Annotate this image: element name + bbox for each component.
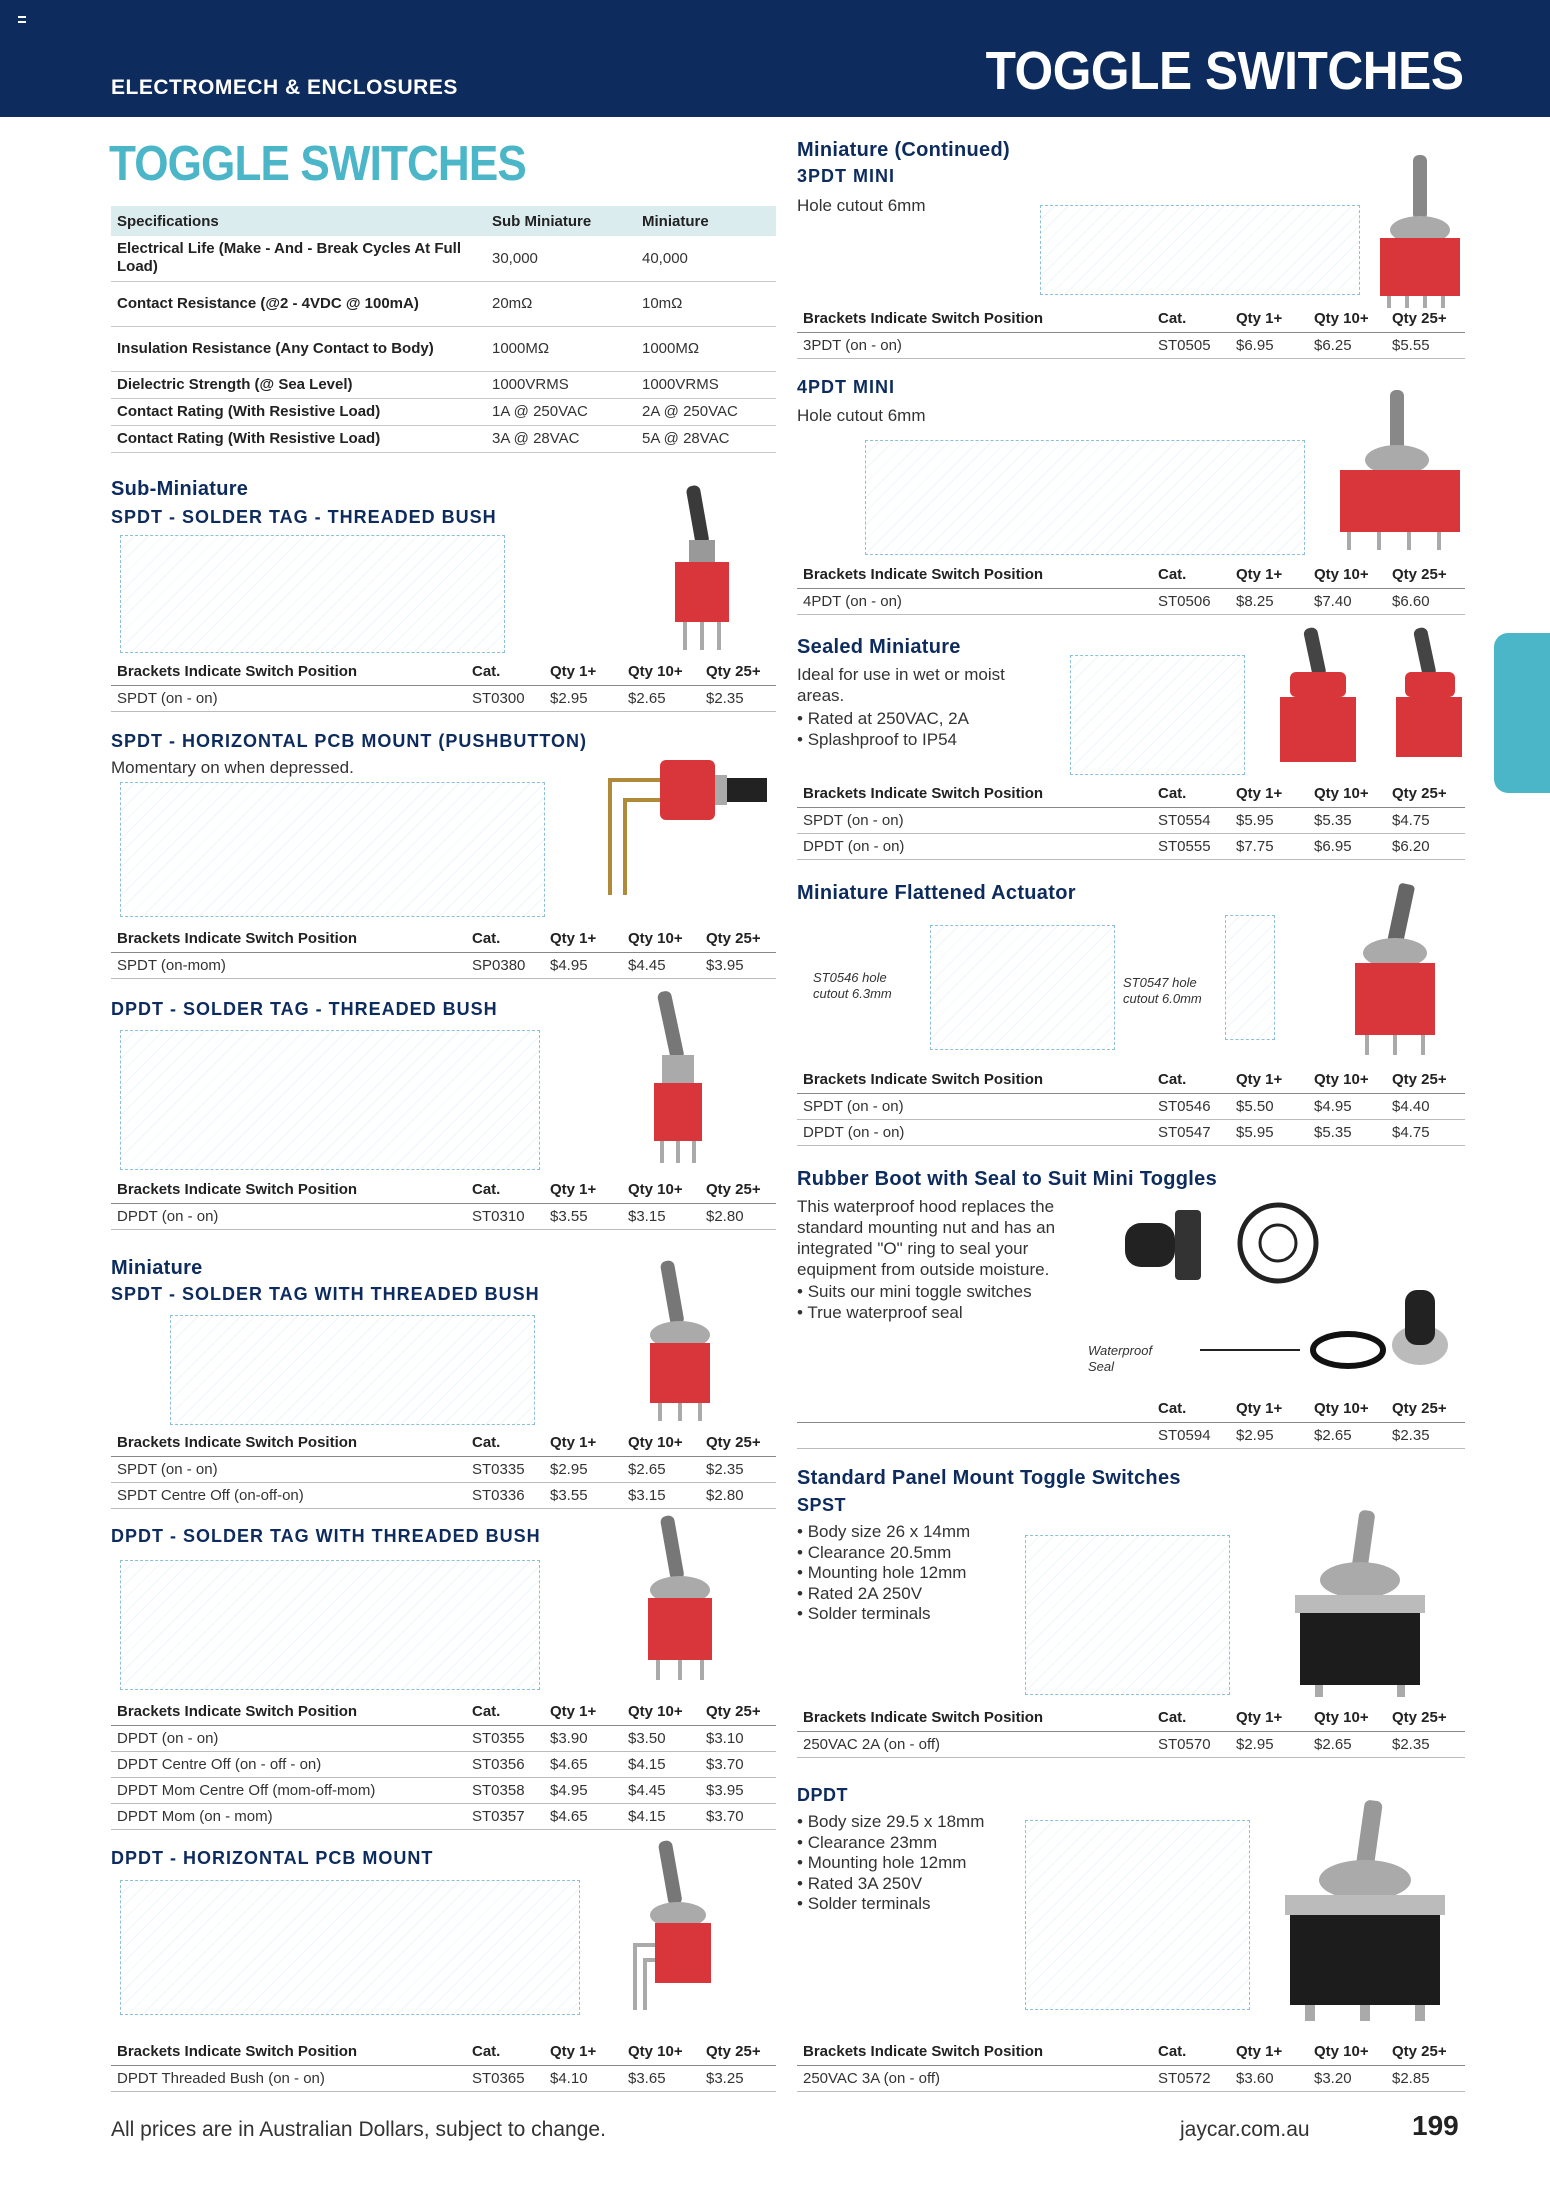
- row-desc: SPDT (on - on): [111, 685, 466, 711]
- dimension-diagram: [1070, 655, 1245, 775]
- col-header: Qty 25+: [700, 658, 776, 685]
- row-price: $5.95: [1230, 807, 1308, 833]
- dimension-diagram: [120, 1880, 580, 2015]
- col-header: Qty 10+: [1308, 305, 1386, 332]
- col-header: Qty 1+: [544, 658, 622, 685]
- table-row: [797, 1093, 1465, 1119]
- table-row: [111, 1456, 776, 1482]
- section-title: DPDT - SOLDER TAG - THREADED BUSH: [111, 999, 498, 1019]
- switch-photo: [630, 1835, 730, 2015]
- row-cat: ST0336: [466, 1482, 544, 1508]
- bullet-item: • Mounting hole 12mm: [797, 1853, 984, 1874]
- switch-photo: [1280, 1795, 1450, 2025]
- bullet-item: • Suits our mini toggle switches: [797, 1282, 1032, 1303]
- bullet-item: • Rated 3A 250V: [797, 1874, 984, 1895]
- row-desc: SPDT (on - on): [797, 1093, 1152, 1119]
- rubber-boot-photo: [1120, 1195, 1455, 1380]
- bullet-item: • Clearance 23mm: [797, 1833, 984, 1854]
- row-desc: DPDT (on - on): [111, 1203, 466, 1229]
- switch-photo: [1335, 385, 1465, 555]
- spec-value: 40,000: [636, 236, 776, 281]
- row-price: $3.55: [544, 1482, 622, 1508]
- spec-value: 1000MΩ: [486, 326, 636, 371]
- row-price: $2.35: [700, 685, 776, 711]
- annotation: ST0546 hole cutout 6.3mm: [813, 970, 892, 1001]
- row-desc: DPDT (on - on): [797, 833, 1152, 859]
- row-price: $3.70: [700, 1751, 776, 1777]
- price-table: [111, 1176, 776, 1230]
- col-header: Qty 1+: [1230, 1395, 1308, 1422]
- col-header: Cat.: [1152, 780, 1230, 807]
- dimension-diagram: [1040, 205, 1360, 295]
- col-header: Qty 10+: [622, 658, 700, 685]
- switch-photo: [630, 1255, 730, 1425]
- price-table: [797, 780, 1465, 860]
- row-price: $2.95: [1230, 1422, 1308, 1448]
- page-number: 199: [1412, 2110, 1459, 2141]
- table-row: [797, 332, 1465, 358]
- col-header: Qty 10+: [1308, 1066, 1386, 1093]
- row-cat: ST0546: [1152, 1093, 1230, 1119]
- spec-key: Contact Rating (With Resistive Load): [111, 398, 486, 425]
- section-title: DPDT - HORIZONTAL PCB MOUNT: [111, 1848, 434, 1868]
- table-row: [797, 1119, 1465, 1145]
- footer-note: All prices are in Australian Dollars, subject to change.: [111, 2118, 606, 2141]
- row-cat: ST0310: [466, 1203, 544, 1229]
- col-header: Qty 10+: [1308, 1395, 1386, 1422]
- dimension-diagram: [120, 535, 505, 653]
- col-header: Qty 1+: [544, 925, 622, 952]
- row-price: $3.25: [700, 2065, 776, 2091]
- table-row: [797, 1731, 1465, 1757]
- row-price: $2.65: [1308, 1422, 1386, 1448]
- row-price: $4.65: [544, 1751, 622, 1777]
- switch-photo: [630, 1510, 730, 1685]
- row-price: $2.65: [1308, 1731, 1386, 1757]
- row-price: $3.50: [622, 1725, 700, 1751]
- spec-key: Contact Resistance (@2 - 4VDC @ 100mA): [111, 281, 486, 326]
- section-note: Momentary on when depressed.: [111, 758, 354, 777]
- table-row: [797, 807, 1465, 833]
- price-table: [797, 561, 1465, 615]
- bullet-item: • Solder terminals: [797, 1604, 970, 1625]
- dimension-diagram: [120, 782, 545, 917]
- row-price: $4.75: [1386, 807, 1465, 833]
- bullet-item: • Splashproof to IP54: [797, 730, 969, 751]
- table-row: [111, 1482, 776, 1508]
- bullet-list: [797, 1282, 1032, 1323]
- col-header: Qty 1+: [544, 2038, 622, 2065]
- row-desc: SPDT (on - on): [797, 807, 1152, 833]
- spec-value: 30,000: [486, 236, 636, 281]
- row-price: $4.45: [622, 1777, 700, 1803]
- section-title: Miniature Flattened Actuator: [797, 882, 1076, 904]
- row-price: $3.70: [700, 1803, 776, 1829]
- bullet-list: [797, 709, 969, 750]
- spec-value: 2A @ 250VAC: [636, 398, 776, 425]
- col-header: Brackets Indicate Switch Position: [797, 1066, 1152, 1093]
- header-title: TOGGLE SWITCHES: [986, 41, 1464, 101]
- table-row: [111, 1203, 776, 1229]
- row-price: $3.90: [544, 1725, 622, 1751]
- page-header: [0, 0, 1550, 117]
- table-row: [797, 833, 1465, 859]
- row-cat: ST0505: [1152, 332, 1230, 358]
- section-title: SPDT - SOLDER TAG - THREADED BUSH: [111, 507, 497, 527]
- spec-key: Contact Rating (With Resistive Load): [111, 425, 486, 452]
- col-header: Qty 25+: [700, 1176, 776, 1203]
- row-price: $4.65: [544, 1803, 622, 1829]
- col-header: Qty 10+: [1308, 1704, 1386, 1731]
- row-price: $4.15: [622, 1751, 700, 1777]
- row-desc: SPDT (on - on): [111, 1456, 466, 1482]
- row-price: $5.95: [1230, 1119, 1308, 1145]
- row-price: $4.10: [544, 2065, 622, 2091]
- table-row: [111, 1725, 776, 1751]
- row-price: $3.55: [544, 1203, 622, 1229]
- col-header: Cat.: [466, 1698, 544, 1725]
- section-title: Standard Panel Mount Toggle Switches: [797, 1467, 1181, 1489]
- subsection-title: DPDT: [797, 1785, 848, 1805]
- row-price: $2.35: [1386, 1422, 1465, 1448]
- row-cat: ST0356: [466, 1751, 544, 1777]
- col-header: Cat.: [1152, 2038, 1230, 2065]
- switch-photo: [1270, 622, 1470, 782]
- spec-key: Insulation Resistance (Any Contact to Body): [111, 326, 486, 371]
- row-price: $2.35: [1386, 1731, 1465, 1757]
- spec-header: Miniature: [636, 206, 776, 236]
- col-header: Brackets Indicate Switch Position: [111, 2038, 466, 2065]
- dimension-diagram: [1025, 1820, 1250, 2010]
- col-header: Qty 10+: [622, 1176, 700, 1203]
- col-header: Qty 1+: [544, 1429, 622, 1456]
- section-title: Sealed Miniature: [797, 636, 961, 658]
- row-desc: DPDT (on - on): [111, 1725, 466, 1751]
- col-header: Qty 1+: [1230, 2038, 1308, 2065]
- row-desc: SPDT (on-mom): [111, 952, 466, 978]
- switch-photo: [1375, 150, 1465, 310]
- dimension-diagram: [1025, 1535, 1230, 1695]
- row-price: $2.65: [622, 685, 700, 711]
- annotation: ST0547 hole cutout 6.0mm: [1123, 975, 1202, 1006]
- row-price: $3.15: [622, 1482, 700, 1508]
- section-note: Ideal for use in wet or moist areas.: [797, 665, 1005, 705]
- col-header: Qty 25+: [1386, 1704, 1465, 1731]
- price-table: [797, 2038, 1465, 2092]
- price-table: [111, 2038, 776, 2092]
- spec-value: 1A @ 250VAC: [486, 398, 636, 425]
- row-price: $3.95: [700, 1777, 776, 1803]
- col-header: Brackets Indicate Switch Position: [111, 1176, 466, 1203]
- col-header: Cat.: [466, 658, 544, 685]
- price-table: [111, 1429, 776, 1509]
- row-price: $4.95: [544, 1777, 622, 1803]
- row-price: $2.35: [700, 1456, 776, 1482]
- col-header: Qty 1+: [1230, 780, 1308, 807]
- col-header: Qty 1+: [1230, 561, 1308, 588]
- table-row: [111, 685, 776, 711]
- col-header: Qty 10+: [622, 925, 700, 952]
- row-price: $5.50: [1230, 1093, 1308, 1119]
- col-header: Qty 1+: [1230, 1066, 1308, 1093]
- row-price: $4.15: [622, 1803, 700, 1829]
- row-desc: SPDT Centre Off (on-off-on): [111, 1482, 466, 1508]
- section-title: DPDT - SOLDER TAG WITH THREADED BUSH: [111, 1526, 541, 1546]
- row-cat: ST0570: [1152, 1731, 1230, 1757]
- row-price: $4.75: [1386, 1119, 1465, 1145]
- row-price: $6.95: [1230, 332, 1308, 358]
- row-desc: DPDT Threaded Bush (on - on): [111, 2065, 466, 2091]
- row-desc: 4PDT (on - on): [797, 588, 1152, 614]
- table-row: [111, 2065, 776, 2091]
- price-table: [797, 1704, 1465, 1758]
- row-cat: ST0300: [466, 685, 544, 711]
- col-header: Brackets Indicate Switch Position: [797, 2038, 1152, 2065]
- bullet-item: • Solder terminals: [797, 1894, 984, 1915]
- section-note: This waterproof hood replaces the standard mounting nut and has an integrated "O" ring to seal your equipment from outside moisture.: [797, 1197, 1056, 1279]
- page-title: TOGGLE SWITCHES: [109, 137, 526, 191]
- spec-value: 5A @ 28VAC: [636, 425, 776, 452]
- row-desc: DPDT Mom (on - mom): [111, 1803, 466, 1829]
- col-header: Qty 1+: [1230, 1704, 1308, 1731]
- switch-photo: [640, 985, 715, 1165]
- row-price: $7.75: [1230, 833, 1308, 859]
- switch-photo: [1340, 878, 1450, 1058]
- mini-heading: Miniature: [111, 1257, 203, 1279]
- row-desc: DPDT Centre Off (on - off - on): [111, 1751, 466, 1777]
- col-header: Qty 1+: [544, 1698, 622, 1725]
- row-price: $3.65: [622, 2065, 700, 2091]
- dimension-diagram: [930, 925, 1115, 1050]
- bullet-item: • Rated at 250VAC, 2A: [797, 709, 969, 730]
- col-header: Qty 25+: [700, 1698, 776, 1725]
- col-header: Qty 10+: [1308, 2038, 1386, 2065]
- price-table: [111, 925, 776, 979]
- row-price: $2.85: [1386, 2065, 1465, 2091]
- col-header: Qty 1+: [1230, 305, 1308, 332]
- section-title: 3PDT MINI: [797, 166, 896, 186]
- row-cat: ST0358: [466, 1777, 544, 1803]
- col-header: Brackets Indicate Switch Position: [797, 305, 1152, 332]
- menu-icon: [18, 16, 26, 23]
- row-cat: SP0380: [466, 952, 544, 978]
- row-price: $8.25: [1230, 588, 1308, 614]
- col-header: Qty 10+: [622, 1429, 700, 1456]
- col-header: Qty 25+: [1386, 2038, 1465, 2065]
- annotation: Waterproof Seal: [1088, 1343, 1153, 1374]
- dimension-diagram: [120, 1030, 540, 1170]
- spec-value: 1000MΩ: [636, 326, 776, 371]
- col-header: Qty 25+: [1386, 561, 1465, 588]
- row-desc: [797, 1422, 1152, 1448]
- section-note: Hole cutout 6mm: [797, 196, 926, 215]
- table-row: [797, 1422, 1465, 1448]
- row-cat: ST0365: [466, 2065, 544, 2091]
- section-title: 4PDT MINI: [797, 377, 896, 397]
- col-header: Qty 10+: [1308, 561, 1386, 588]
- col-header: Qty 10+: [622, 1698, 700, 1725]
- col-header: Qty 25+: [1386, 1066, 1465, 1093]
- row-cat: ST0555: [1152, 833, 1230, 859]
- section-title: SPDT - HORIZONTAL PCB MOUNT (PUSHBUTTON): [111, 731, 587, 751]
- col-header: Qty 25+: [1386, 305, 1465, 332]
- col-header: Cat.: [466, 1429, 544, 1456]
- col-header: Cat.: [466, 1176, 544, 1203]
- row-price: $5.35: [1308, 807, 1386, 833]
- row-price: $4.95: [1308, 1093, 1386, 1119]
- row-price: $3.60: [1230, 2065, 1308, 2091]
- row-cat: ST0506: [1152, 588, 1230, 614]
- col-header: Cat.: [1152, 1066, 1230, 1093]
- table-row: [797, 2065, 1465, 2091]
- col-header: Qty 25+: [700, 1429, 776, 1456]
- row-price: $4.95: [544, 952, 622, 978]
- row-price: $2.95: [544, 685, 622, 711]
- col-header: Brackets Indicate Switch Position: [111, 1698, 466, 1725]
- col-header: Qty 25+: [1386, 1395, 1465, 1422]
- row-cat: ST0355: [466, 1725, 544, 1751]
- row-price: $5.55: [1386, 332, 1465, 358]
- col-header: Cat.: [1152, 305, 1230, 332]
- row-cat: ST0335: [466, 1456, 544, 1482]
- table-row: [111, 1803, 776, 1829]
- price-table: [797, 1066, 1465, 1146]
- spec-value: 1000VRMS: [636, 371, 776, 398]
- col-header: Cat.: [1152, 561, 1230, 588]
- table-row: [111, 1777, 776, 1803]
- section-title: Rubber Boot with Seal to Suit Mini Toggles: [797, 1168, 1217, 1190]
- col-header: Qty 10+: [622, 2038, 700, 2065]
- bullet-item: • Clearance 20.5mm: [797, 1543, 970, 1564]
- spec-value: 3A @ 28VAC: [486, 425, 636, 452]
- row-price: $6.60: [1386, 588, 1465, 614]
- col-header: Cat.: [466, 925, 544, 952]
- row-cat: ST0594: [1152, 1422, 1230, 1448]
- bullet-list: [797, 1522, 970, 1625]
- col-header: Brackets Indicate Switch Position: [797, 780, 1152, 807]
- row-price: $5.35: [1308, 1119, 1386, 1145]
- row-price: $3.95: [700, 952, 776, 978]
- spec-value: 20mΩ: [486, 281, 636, 326]
- bullet-item: • Body size 29.5 x 18mm: [797, 1812, 984, 1833]
- bullet-list: [797, 1812, 984, 1915]
- row-price: $2.65: [622, 1456, 700, 1482]
- subsection-title: SPST: [797, 1495, 847, 1515]
- spec-header: Sub Miniature: [486, 206, 636, 236]
- row-price: $2.95: [1230, 1731, 1308, 1757]
- row-desc: DPDT Mom Centre Off (mom-off-mom): [111, 1777, 466, 1803]
- dimension-diagram: [1225, 915, 1275, 1040]
- row-desc: 3PDT (on - on): [797, 332, 1152, 358]
- row-price: $2.95: [544, 1456, 622, 1482]
- row-price: $6.20: [1386, 833, 1465, 859]
- row-cat: ST0572: [1152, 2065, 1230, 2091]
- switch-photo: [1290, 1505, 1430, 1700]
- row-price: $3.15: [622, 1203, 700, 1229]
- submini-heading: Sub-Miniature: [111, 478, 249, 500]
- switch-photo: [655, 480, 745, 655]
- col-header: Cat.: [1152, 1704, 1230, 1731]
- row-price: $2.80: [700, 1203, 776, 1229]
- row-desc: 250VAC 3A (on - off): [797, 2065, 1152, 2091]
- spec-table: [111, 206, 776, 453]
- price-table: [797, 1395, 1465, 1449]
- col-header: Brackets Indicate Switch Position: [797, 1704, 1152, 1731]
- row-price: $7.40: [1308, 588, 1386, 614]
- col-header: Qty 25+: [1386, 780, 1465, 807]
- col-header: Qty 25+: [700, 925, 776, 952]
- section-label: ELECTROMECH & ENCLOSURES: [111, 76, 458, 99]
- col-header: Qty 10+: [1308, 780, 1386, 807]
- row-price: $3.20: [1308, 2065, 1386, 2091]
- col-header: [797, 1395, 1152, 1422]
- spec-key: Dielectric Strength (@ Sea Level): [111, 371, 486, 398]
- col-header: Brackets Indicate Switch Position: [111, 1429, 466, 1456]
- price-table: [111, 658, 776, 712]
- page-tab-marker: [1494, 633, 1550, 793]
- col-header: Brackets Indicate Switch Position: [797, 561, 1152, 588]
- table-row: [797, 588, 1465, 614]
- spec-value: 1000VRMS: [486, 371, 636, 398]
- section-note: Hole cutout 6mm: [797, 406, 926, 425]
- bullet-item: • True waterproof seal: [797, 1303, 1032, 1324]
- dimension-diagram: [120, 1560, 540, 1690]
- switch-photo: [600, 750, 770, 900]
- mini-cont-heading: Miniature (Continued): [797, 139, 1010, 161]
- row-price: $2.80: [700, 1482, 776, 1508]
- bullet-item: • Body size 26 x 14mm: [797, 1522, 970, 1543]
- row-price: $6.25: [1308, 332, 1386, 358]
- row-price: $4.45: [622, 952, 700, 978]
- spec-value: 10mΩ: [636, 281, 776, 326]
- table-row: [111, 952, 776, 978]
- bullet-item: • Rated 2A 250V: [797, 1584, 970, 1605]
- row-desc: DPDT (on - on): [797, 1119, 1152, 1145]
- row-cat: ST0357: [466, 1803, 544, 1829]
- footer-url[interactable]: jaycar.com.au: [1180, 2118, 1310, 2141]
- row-cat: ST0554: [1152, 807, 1230, 833]
- row-price: $4.40: [1386, 1093, 1465, 1119]
- dimension-diagram: [865, 440, 1305, 555]
- row-price: $6.95: [1308, 833, 1386, 859]
- col-header: Cat.: [466, 2038, 544, 2065]
- price-table: [797, 305, 1465, 359]
- col-header: Qty 25+: [700, 2038, 776, 2065]
- row-cat: ST0547: [1152, 1119, 1230, 1145]
- price-table: [111, 1698, 776, 1830]
- spec-header: Specifications: [111, 206, 486, 236]
- table-row: [111, 1751, 776, 1777]
- bullet-item: • Mounting hole 12mm: [797, 1563, 970, 1584]
- col-header: Cat.: [1152, 1395, 1230, 1422]
- row-price: $3.10: [700, 1725, 776, 1751]
- section-title: SPDT - SOLDER TAG WITH THREADED BUSH: [111, 1284, 540, 1304]
- col-header: Brackets Indicate Switch Position: [111, 658, 466, 685]
- row-desc: 250VAC 2A (on - off): [797, 1731, 1152, 1757]
- dimension-diagram: [170, 1315, 535, 1425]
- spec-key: Electrical Life (Make - And - Break Cycles At Full Load): [111, 236, 486, 281]
- col-header: Brackets Indicate Switch Position: [111, 925, 466, 952]
- col-header: Qty 1+: [544, 1176, 622, 1203]
